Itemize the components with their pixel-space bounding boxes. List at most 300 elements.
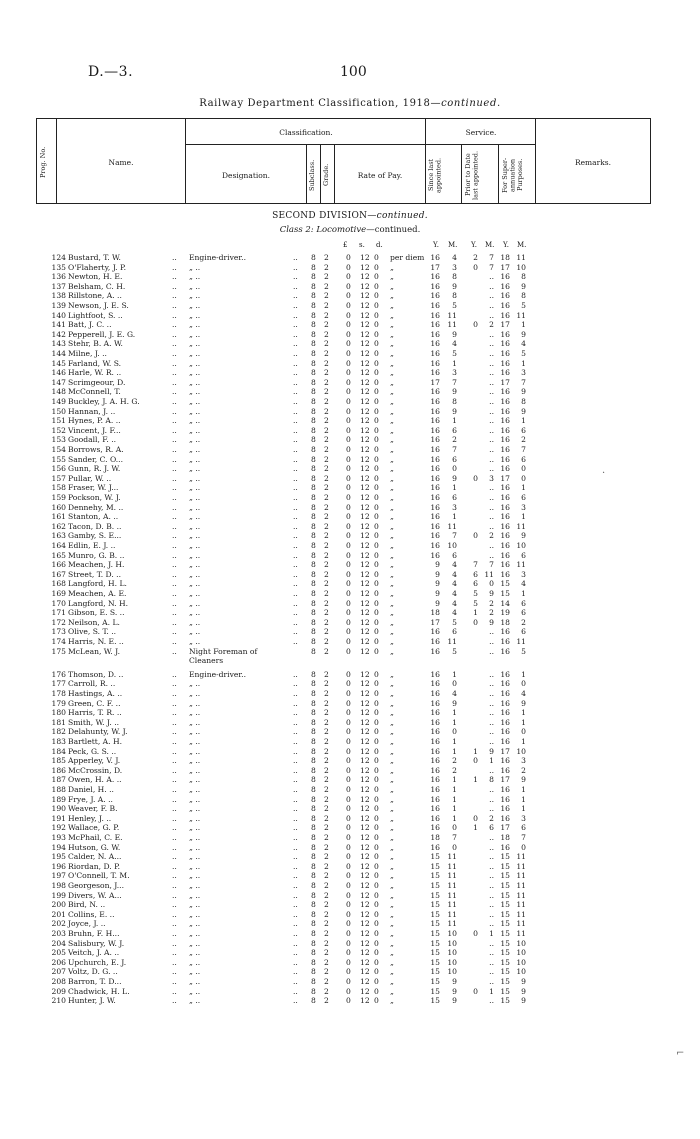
pay-unit: „ [390, 823, 394, 833]
name-cell: Newson, J. E. S. [68, 301, 129, 310]
grade-cell: 2 [324, 281, 329, 291]
prog-no: 189 [51, 794, 66, 804]
since-last-years: 15 [430, 861, 440, 871]
prog-no: 169 [51, 589, 66, 598]
prog-no: 188 [51, 785, 66, 794]
superannuation-years: 16 [500, 785, 510, 794]
table-row [0, 814, 700, 824]
pay-shillings: 12 [360, 464, 370, 474]
since-last-years: 15 [430, 957, 440, 967]
pay-unit: „ [390, 871, 394, 881]
pay-shillings: 12 [360, 579, 370, 589]
pay-unit: „ [390, 531, 394, 541]
grade-cell: 2 [324, 637, 329, 646]
grade-cell: 2 [324, 746, 329, 756]
prog-no: 192 [51, 823, 66, 833]
superannuation-years: 17 [500, 473, 510, 483]
leader-dots: .. [293, 598, 298, 608]
leader-dots: .. [172, 948, 177, 958]
pay-pounds: 0 [346, 493, 351, 502]
leader-dots: .. [172, 262, 177, 272]
designation-cell: „ .. [189, 521, 201, 531]
superannuation-years: 16 [500, 512, 510, 522]
name-cell: Hunter, J. W. [68, 996, 116, 1006]
superannuation-years: 14 [500, 598, 510, 608]
leader-dots: .. [172, 368, 177, 378]
unit-years: Y. [503, 241, 509, 249]
leader-dots: .. [172, 756, 177, 766]
prior-months: .. [489, 637, 494, 646]
unit-shillings: s. [359, 241, 365, 249]
grade-cell: 2 [324, 291, 329, 301]
prior-months: .. [489, 272, 494, 282]
pay-pounds: 0 [346, 397, 351, 406]
since-last-months: 11 [447, 900, 457, 910]
subclass-cell: 8 [311, 320, 316, 330]
since-last-years: 16 [430, 756, 440, 766]
pay-pounds: 0 [346, 368, 351, 378]
pay-shillings: 12 [360, 531, 370, 541]
superannuation-years: 18 [500, 833, 510, 842]
since-last-years: 16 [430, 358, 440, 368]
since-last-months: 9 [452, 977, 457, 986]
pay-shillings: 12 [360, 890, 370, 900]
pay-shillings: 12 [360, 387, 370, 397]
pay-pounds: 0 [346, 329, 351, 339]
pay-pounds: 0 [346, 637, 351, 646]
grade-cell: 2 [324, 698, 329, 708]
superannuation-years: 16 [500, 291, 510, 301]
leader-dots: .. [293, 708, 298, 718]
superannuation-years: 16 [500, 435, 510, 445]
prior-months: .. [489, 717, 494, 727]
grade-cell: 2 [324, 627, 329, 637]
prior-months: 8 [489, 775, 494, 785]
subclass-cell: 8 [311, 425, 316, 435]
since-last-years: 15 [430, 977, 440, 986]
since-last-months: 10 [447, 948, 457, 958]
pay-unit: „ [390, 717, 394, 727]
leader-dots: .. [293, 627, 298, 637]
designation-cell: „ .. [189, 823, 201, 833]
prog-no: 200 [51, 900, 66, 910]
table-row [0, 512, 700, 522]
since-last-months: 4 [452, 589, 457, 598]
prior-months: .. [489, 861, 494, 871]
prior-months: .. [489, 689, 494, 698]
grade-cell: 2 [324, 986, 329, 996]
designation-cell: „ .. [189, 502, 201, 512]
pay-pounds: 0 [346, 957, 351, 967]
since-last-years: 15 [430, 967, 440, 977]
since-last-months: 0 [452, 842, 457, 852]
designation-cell: „ .. [189, 775, 201, 785]
pay-pence: 0 [374, 794, 379, 804]
since-last-months: 11 [447, 881, 457, 890]
leader-dots: .. [293, 608, 298, 618]
superannuation-years: 16 [500, 756, 510, 766]
pay-unit: „ [390, 881, 394, 890]
designation-cell: „ .. [189, 493, 201, 502]
designation-cell: „ .. [189, 717, 201, 727]
grade-cell: 2 [324, 775, 329, 785]
name-cell: Joyce, J. .. [68, 919, 106, 929]
leader-dots: .. [172, 938, 177, 948]
grade-cell: 2 [324, 977, 329, 986]
superannuation-months: 3 [521, 502, 526, 512]
superannuation-years: 15 [500, 871, 510, 881]
name-cell: Thomson, D. .. [68, 669, 124, 679]
pay-pence: 0 [374, 445, 379, 454]
subclass-cell: 8 [311, 756, 316, 766]
pay-shillings: 12 [360, 756, 370, 766]
prog-no: 181 [51, 717, 66, 727]
superannuation-years: 16 [500, 813, 510, 823]
since-last-years: 16 [430, 531, 440, 541]
grade-cell: 2 [324, 397, 329, 406]
name-cell: McLean, W. J. [68, 646, 120, 656]
prog-no: 166 [51, 560, 66, 570]
since-last-months: 4 [452, 569, 457, 579]
pay-pounds: 0 [346, 473, 351, 483]
superannuation-years: 16 [500, 310, 510, 320]
table-row [0, 282, 700, 292]
prog-no: 145 [51, 358, 66, 368]
prior-months: .. [489, 291, 494, 301]
superannuation-years: 16 [500, 483, 510, 493]
grade-cell: 2 [324, 416, 329, 426]
since-last-years: 17 [430, 617, 440, 627]
designation-cell: „ .. [189, 541, 201, 550]
subclass-cell: 8 [311, 669, 316, 679]
pay-unit: „ [390, 445, 394, 454]
prior-months: .. [489, 842, 494, 852]
prior-months: .. [489, 909, 494, 919]
subclass-cell: 8 [311, 339, 316, 349]
superannuation-months: 9 [521, 329, 526, 339]
pay-shillings: 12 [360, 977, 370, 986]
prior-years: 6 [473, 579, 478, 589]
prog-no: 147 [51, 377, 66, 387]
leader-dots: .. [172, 253, 177, 262]
leader-dots: .. [172, 977, 177, 986]
since-last-months: 4 [452, 253, 457, 262]
since-last-years: 16 [430, 794, 440, 804]
leader-dots: .. [293, 977, 298, 986]
pay-pence: 0 [374, 996, 379, 1006]
subclass-cell: 8 [311, 637, 316, 646]
prog-no: 198 [51, 881, 66, 890]
since-last-years: 16 [430, 823, 440, 833]
pay-unit: „ [390, 957, 394, 967]
since-last-months: 1 [452, 358, 457, 368]
name-cell: McCrossin, D. [68, 765, 123, 775]
table-row [0, 996, 700, 1006]
pay-unit: „ [390, 521, 394, 531]
pay-pence: 0 [374, 861, 379, 871]
subclass-cell: 8 [311, 608, 316, 618]
since-last-months: 6 [452, 493, 457, 502]
prior-months: .. [489, 996, 494, 1006]
leader-dots: .. [293, 435, 298, 445]
superannuation-months: 6 [521, 823, 526, 833]
designation-cell: „ .. [189, 957, 201, 967]
since-last-months: 4 [452, 608, 457, 618]
page-number: 100 [340, 64, 367, 80]
since-last-months: 1 [452, 775, 457, 785]
designation-cell: „ .. [189, 310, 201, 320]
since-last-years: 16 [430, 698, 440, 708]
subheader-rule [185, 144, 535, 145]
pay-shillings: 12 [360, 881, 370, 890]
prior-months: .. [489, 368, 494, 378]
name-cell: Chadwick, H. L. [68, 986, 130, 996]
subclass-cell: 8 [311, 919, 316, 929]
prior-months: .. [489, 550, 494, 560]
prior-months: .. [489, 785, 494, 794]
prog-no: 162 [51, 521, 66, 531]
grade-cell: 2 [324, 560, 329, 570]
designation-cell: „ .. [189, 445, 201, 454]
prior-months: .. [489, 833, 494, 842]
subclass-cell: 8 [311, 737, 316, 746]
superannuation-months: 3 [521, 368, 526, 378]
pay-shillings: 12 [360, 608, 370, 618]
table-row [0, 349, 700, 359]
designation-cell: „ .. [189, 871, 201, 881]
pay-unit: „ [390, 310, 394, 320]
since-last-months: 0 [452, 464, 457, 474]
prog-no: 143 [51, 339, 66, 349]
superannuation-years: 15 [500, 900, 510, 910]
pay-unit: „ [390, 861, 394, 871]
pay-unit: „ [390, 852, 394, 862]
superannuation-years: 16 [500, 550, 510, 560]
pay-shillings: 12 [360, 435, 370, 445]
table-row [0, 785, 700, 795]
leader-dots: .. [172, 358, 177, 368]
pay-pence: 0 [374, 689, 379, 698]
name-cell: Pullar, W. .. [68, 473, 112, 483]
designation-cell: „ .. [189, 512, 201, 522]
designation-cell: „ .. [189, 483, 201, 493]
leader-dots: .. [172, 397, 177, 406]
subclass-cell: 8 [311, 881, 316, 890]
pay-shillings: 12 [360, 329, 370, 339]
prog-no: 168 [51, 579, 66, 589]
table-row [0, 320, 700, 330]
prog-no: 138 [51, 291, 66, 301]
grade-cell: 2 [324, 377, 329, 387]
since-last-years: 16 [430, 349, 440, 358]
designation-cell: „ .. [189, 454, 201, 464]
pay-shillings: 12 [360, 698, 370, 708]
superannuation-months: 1 [521, 794, 526, 804]
pay-pence: 0 [374, 627, 379, 637]
pay-unit: „ [390, 794, 394, 804]
pay-pence: 0 [374, 454, 379, 464]
pay-shillings: 12 [360, 938, 370, 948]
leader-dots: .. [293, 689, 298, 698]
since-last-months: 3 [452, 502, 457, 512]
since-last-months: 3 [452, 262, 457, 272]
table-row [0, 939, 700, 949]
superannuation-months: 1 [521, 589, 526, 598]
designation-cell: „ .. [189, 531, 201, 541]
since-last-years: 16 [430, 521, 440, 531]
prior-months: .. [489, 483, 494, 493]
pay-pounds: 0 [346, 627, 351, 637]
prog-no: 160 [51, 502, 66, 512]
superannuation-years: 15 [500, 890, 510, 900]
pay-unit: „ [390, 627, 394, 637]
name-cell: Munro, G. B. .. [68, 550, 125, 560]
grade-cell: 2 [324, 900, 329, 910]
since-last-months: 5 [452, 301, 457, 310]
designation-cell: „ .. [189, 320, 201, 330]
pay-pence: 0 [374, 938, 379, 948]
superannuation-years: 15 [500, 967, 510, 977]
grade-cell: 2 [324, 938, 329, 948]
since-last-months: 9 [452, 698, 457, 708]
pay-pence: 0 [374, 823, 379, 833]
subclass-cell: 8 [311, 406, 316, 416]
leader-dots: .. [172, 416, 177, 426]
pay-unit: „ [390, 669, 394, 679]
prog-no: 137 [51, 281, 66, 291]
superannuation-years: 16 [500, 531, 510, 541]
pay-pence: 0 [374, 493, 379, 502]
superannuation-months: 2 [521, 765, 526, 775]
since-last-months: 10 [447, 957, 457, 967]
designation-cell: „ .. [189, 948, 201, 958]
prior-years: 0 [473, 531, 478, 541]
pay-pounds: 0 [346, 358, 351, 368]
prog-no: 150 [51, 406, 66, 416]
superannuation-years: 19 [500, 608, 510, 618]
pay-pounds: 0 [346, 919, 351, 929]
leader-dots: .. [293, 397, 298, 406]
pay-shillings: 12 [360, 775, 370, 785]
since-last-years: 16 [430, 708, 440, 718]
prior-months: 7 [489, 262, 494, 272]
since-last-years: 9 [435, 569, 440, 579]
grade-cell: 2 [324, 948, 329, 958]
pay-unit: „ [390, 967, 394, 977]
prog-no: 161 [51, 512, 66, 522]
pay-pence: 0 [374, 368, 379, 378]
leader-dots: .. [293, 852, 298, 862]
since-last-years: 16 [430, 627, 440, 637]
pay-pence: 0 [374, 291, 379, 301]
subclass-cell: 8 [311, 493, 316, 502]
pay-pence: 0 [374, 579, 379, 589]
table-row [0, 618, 700, 628]
pay-pounds: 0 [346, 589, 351, 598]
name-cell: Scrimgeour, D. [68, 377, 126, 387]
title-continued: continued. [441, 98, 501, 109]
leader-dots: .. [172, 445, 177, 454]
name-cell: Harle, W. R. .. [68, 368, 122, 378]
pay-pence: 0 [374, 483, 379, 493]
designation-cell: Night Foreman of [189, 646, 258, 656]
pay-shillings: 12 [360, 502, 370, 512]
pay-pence: 0 [374, 804, 379, 814]
pay-shillings: 12 [360, 727, 370, 737]
prog-no: 176 [51, 669, 66, 679]
pay-shillings: 12 [360, 737, 370, 746]
designation-cell: „ .. [189, 291, 201, 301]
subclass-cell: 8 [311, 717, 316, 727]
leader-dots: .. [293, 909, 298, 919]
pay-pence: 0 [374, 698, 379, 708]
prior-months: .. [489, 627, 494, 637]
leader-dots: .. [172, 881, 177, 890]
pay-shillings: 12 [360, 339, 370, 349]
unit-months: M. [448, 241, 458, 249]
pay-pounds: 0 [346, 698, 351, 708]
pay-pounds: 0 [346, 986, 351, 996]
pay-pence: 0 [374, 435, 379, 445]
designation-cell: „ .. [189, 589, 201, 598]
pay-pence: 0 [374, 387, 379, 397]
pay-shillings: 12 [360, 957, 370, 967]
superannuation-years: 17 [500, 823, 510, 833]
grade-cell: 2 [324, 717, 329, 727]
superannuation-months: 11 [516, 560, 526, 570]
superannuation-years: 16 [500, 493, 510, 502]
table-row [0, 474, 700, 484]
table-row [0, 416, 700, 426]
superannuation-months: 10 [516, 948, 526, 958]
leader-dots: .. [293, 301, 298, 310]
name-cell: Gamby, S. E... [68, 531, 122, 541]
grade-cell: 2 [324, 406, 329, 416]
pay-pounds: 0 [346, 406, 351, 416]
header-classification: Classification. [279, 128, 333, 137]
prog-no: 199 [51, 890, 66, 900]
since-last-months: 9 [452, 996, 457, 1006]
subclass-cell: 8 [311, 833, 316, 842]
name-cell: McConnell, T. [68, 387, 121, 397]
designation-cell: „ .. [189, 473, 201, 483]
subclass-cell: 8 [311, 977, 316, 986]
subclass-cell: 8 [311, 698, 316, 708]
superannuation-years: 16 [500, 689, 510, 698]
pay-pounds: 0 [346, 646, 351, 656]
pay-pounds: 0 [346, 541, 351, 550]
since-last-years: 9 [435, 589, 440, 598]
pay-shillings: 12 [360, 301, 370, 310]
designation-cell: „ .. [189, 804, 201, 814]
prog-no: 209 [51, 986, 66, 996]
name-cell: Georgeson, J... [68, 881, 124, 890]
subclass-cell: 8 [311, 627, 316, 637]
table-row [0, 397, 700, 407]
class-continued: —continued. [366, 225, 421, 235]
since-last-months: 8 [452, 272, 457, 282]
prior-months: 2 [489, 608, 494, 618]
leader-dots: .. [172, 861, 177, 871]
designation-cell: „ .. [189, 842, 201, 852]
pay-pence: 0 [374, 679, 379, 689]
prog-no: 144 [51, 349, 66, 358]
since-last-months: 9 [452, 986, 457, 996]
leader-dots: .. [172, 550, 177, 560]
since-last-years: 16 [430, 445, 440, 454]
designation-cell: „ .. [189, 579, 201, 589]
pay-unit: „ [390, 785, 394, 794]
